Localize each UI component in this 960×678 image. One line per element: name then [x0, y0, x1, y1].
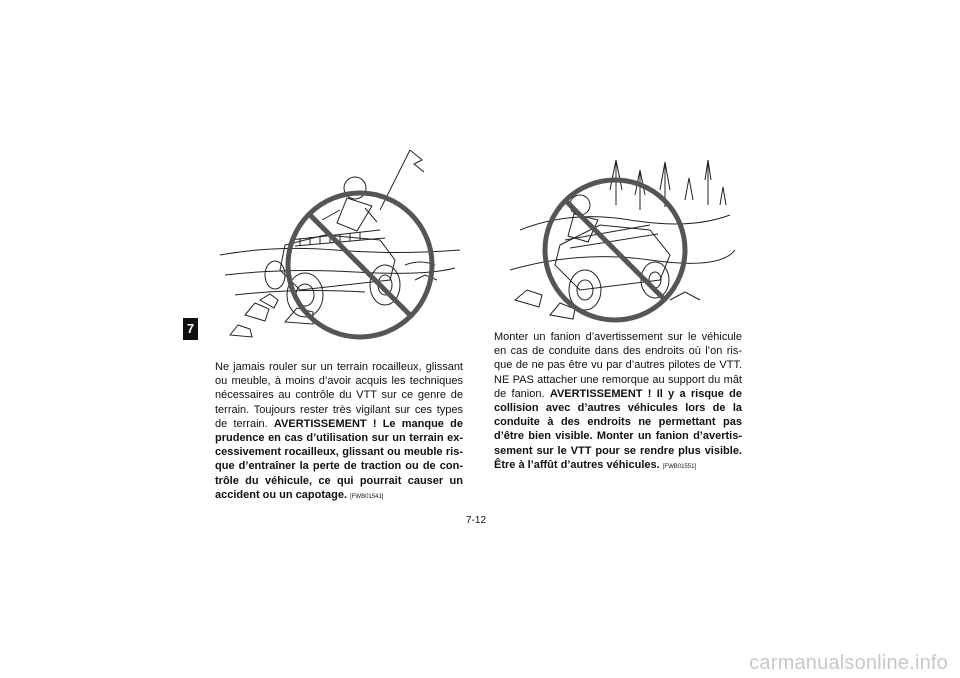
chapter-tab: 7	[183, 318, 198, 340]
right-warning-code: [FWB01551]	[662, 463, 697, 470]
left-warning-code: [FWB01541]	[350, 493, 384, 500]
left-paragraph: Ne jamais rouler sur un terrain rocailleux, glissant ou meuble, à moins d’avoir acquis les techniques nécessaires au contrôle du VTT sur ce genre de terrain. Toujours rester très vigilant sur ces types de terrain.	[215, 361, 463, 430]
left-column-text	[215, 360, 463, 504]
flag-warning-illustration	[490, 150, 740, 330]
left-warning: AVERTISSEMENT ! Le manque de prudence en cas d’utilisation sur un terrain ex-cessivement rocailleux, glissant ou meuble ris-que d’entraîner la perte de traction ou de con-trôle du véhicule, ce qui pourrait causer un accident ou un capotage.	[215, 417, 463, 501]
right-paragraph: Monter un fanion d’avertissement sur le véhicule en cas de conduite dans des endroits où l’on ris-que de ne pas être vu par d’autres pilotes de VTT. NE PAS attacher une remorque au support du mât de fanion.	[494, 331, 742, 400]
right-column-text	[494, 330, 742, 474]
rocky-terrain-illustration	[215, 150, 465, 350]
right-warning: AVERTISSEMENT ! Il y a risque de collision avec d’autres véhicules lors de la conduite à des endroits ne permettant pas d’être bien visible. Monter un fanion d’avertis-sement sur le VTT pour se rendre plus visible. Être à l’affût d’autres véhicules.	[494, 387, 743, 471]
watermark: carmanualsonline.info	[749, 652, 948, 674]
page-number: 7-12	[466, 515, 487, 526]
